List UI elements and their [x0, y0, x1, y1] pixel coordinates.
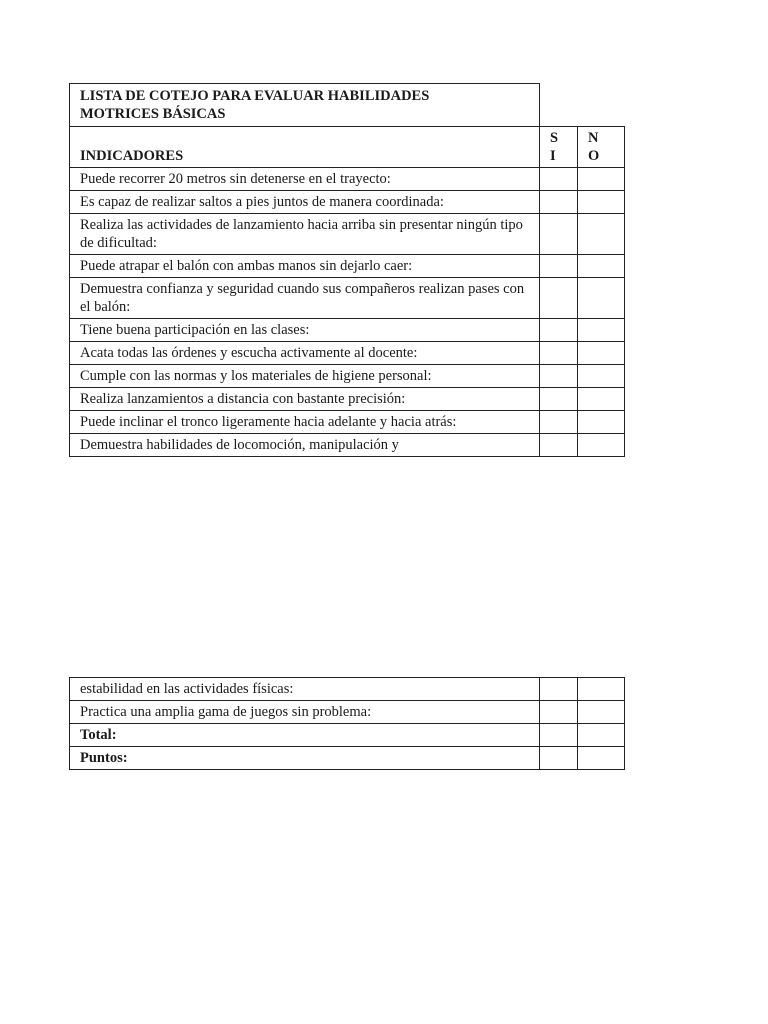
table-row [70, 191, 625, 214]
si-check-cell[interactable] [540, 319, 578, 342]
table-row [70, 388, 625, 411]
indicator-text: Puede recorrer 20 metros sin detenerse en el trayecto: [70, 168, 540, 191]
indicator-text: Acata todas las órdenes y escucha activamente al docente: [70, 342, 540, 365]
table-row [70, 678, 625, 701]
si-check-cell[interactable] [540, 191, 578, 214]
si-check-cell[interactable] [540, 411, 578, 434]
si-check-cell[interactable] [540, 255, 578, 278]
table-row [70, 255, 625, 278]
table-row [70, 214, 625, 255]
indicator-text: Demuestra confianza y seguridad cuando sus compañeros realizan pases con el balón: [70, 278, 540, 319]
puntos-no-cell[interactable] [578, 747, 625, 770]
title-line-2: MOTRICES BÁSICAS [80, 106, 226, 122]
indicator-text: Practica una amplia gama de juegos sin problema: [70, 701, 540, 724]
table-row [70, 365, 625, 388]
total-label: Total: [70, 724, 540, 747]
table-row [70, 434, 625, 457]
total-si-cell[interactable] [540, 724, 578, 747]
no-check-cell[interactable] [578, 168, 625, 191]
table-row [70, 701, 625, 724]
table-row [70, 278, 625, 319]
checklist-table-continued [69, 677, 625, 770]
indicator-text: Puede inclinar el tronco ligeramente hacia adelante y hacia atrás: [70, 411, 540, 434]
si-check-cell[interactable] [540, 168, 578, 191]
si-check-cell[interactable] [540, 278, 578, 319]
no-check-cell[interactable] [578, 191, 625, 214]
no-check-cell[interactable] [578, 365, 625, 388]
indicator-text: Cumple con las normas y los materiales de higiene personal: [70, 365, 540, 388]
indicator-text: Demuestra habilidades de locomoción, manipulación y [70, 434, 540, 457]
no-check-cell[interactable] [578, 701, 625, 724]
no-check-cell[interactable] [578, 434, 625, 457]
no-check-cell[interactable] [578, 342, 625, 365]
title-spacer [540, 84, 625, 127]
table-row [70, 411, 625, 434]
indicator-text: Es capaz de realizar saltos a pies juntos de manera coordinada: [70, 191, 540, 214]
si-check-cell[interactable] [540, 342, 578, 365]
table-row [70, 342, 625, 365]
table-row [70, 168, 625, 191]
no-check-cell[interactable] [578, 678, 625, 701]
indicator-text: Realiza lanzamientos a distancia con bastante precisión: [70, 388, 540, 411]
indicator-text: Realiza las actividades de lanzamiento hacia arriba sin presentar ningún tipo de dificultad: [70, 214, 540, 255]
no-check-cell[interactable] [578, 411, 625, 434]
si-check-cell[interactable] [540, 678, 578, 701]
no-check-cell[interactable] [578, 278, 625, 319]
indicator-text: Tiene buena participación en las clases: [70, 319, 540, 342]
no-check-cell[interactable] [578, 319, 625, 342]
no-check-cell[interactable] [578, 255, 625, 278]
si-check-cell[interactable] [540, 434, 578, 457]
no-check-cell[interactable] [578, 214, 625, 255]
total-no-cell[interactable] [578, 724, 625, 747]
indicator-text: estabilidad en las actividades físicas: [70, 678, 540, 701]
puntos-label: Puntos: [70, 747, 540, 770]
si-check-cell[interactable] [540, 701, 578, 724]
puntos-si-cell[interactable] [540, 747, 578, 770]
si-header: S I [540, 127, 578, 168]
checklist-table [69, 83, 625, 457]
title-line-1: LISTA DE COTEJO PARA EVALUAR HABILIDADES [80, 88, 430, 104]
indicadores-header: INDICADORES [70, 127, 540, 168]
table-title [70, 84, 540, 127]
no-check-cell[interactable] [578, 388, 625, 411]
si-check-cell[interactable] [540, 388, 578, 411]
indicator-text: Puede atrapar el balón con ambas manos sin dejarlo caer: [70, 255, 540, 278]
si-check-cell[interactable] [540, 214, 578, 255]
table-row [70, 319, 625, 342]
si-check-cell[interactable] [540, 365, 578, 388]
no-header: N O [578, 127, 625, 168]
